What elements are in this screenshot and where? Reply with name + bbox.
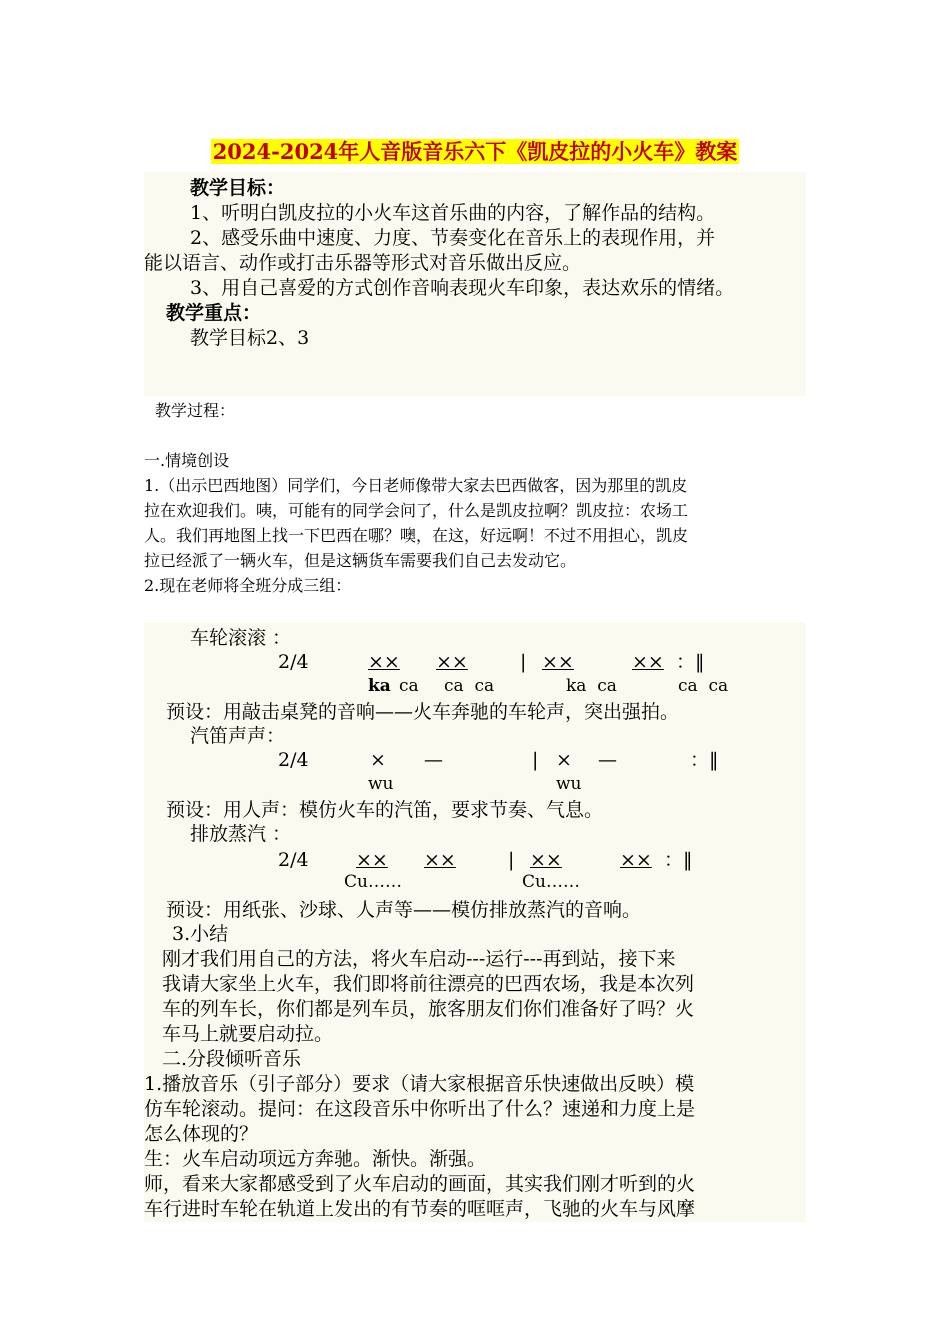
section-2-line-2: 仿车轮滚动。提问：在这段音乐中你听出了什么？速递和力度上是: [144, 1098, 696, 1120]
key-points-text: 教学目标2、3: [190, 327, 310, 349]
group-3-note-3: ××: [530, 849, 562, 871]
group-1-lyric-1a: ka: [368, 676, 391, 696]
group-3-repeat-end: ：‖: [664, 849, 693, 871]
paragraph-1-line-3: 人。我们再地图上找一下巴西在哪？噢，在这，好远啊！不过不用担心，凯皮: [144, 526, 689, 545]
summary-line-4: 车马上就要启动拉。: [162, 1023, 334, 1045]
goal-item-2-line-1: 2、感受乐曲中速度、力度、节奏变化在音乐上的表现作用，并: [190, 227, 716, 249]
summary-line-2: 我请大家坐上火车，我们即将前往漂亮的巴西农场，我是本次列: [162, 973, 695, 995]
group-2-dash-1: —: [424, 749, 443, 771]
group-1-meter: 2/4: [278, 651, 309, 673]
goal-item-3: 3、用自己喜爱的方式创作音响表现火车印象，表达欢乐的情绪。: [190, 277, 735, 299]
summary-line-1: 刚才我们用自己的方法，将火车启动---运行---再到站，接下来: [162, 948, 676, 970]
group-2-repeat-end: ：‖: [690, 749, 719, 771]
group-1-lyric-3: ka ca: [566, 676, 617, 696]
group-1-note-2: ××: [436, 651, 468, 673]
goal-item-2-line-2: 能以语言、动作或打击乐器等形式对音乐做出反应。: [144, 252, 582, 274]
group-2-note-2: ×: [556, 749, 572, 771]
section-2-line-3: 怎么体现的？: [144, 1123, 259, 1145]
group-1-note-1: ××: [368, 651, 400, 673]
process-heading: 教学过程：: [155, 401, 236, 420]
group-3-note-1: ××: [356, 849, 388, 871]
group-2-meter: 2/4: [278, 749, 309, 771]
group-2-note-1: ×: [370, 749, 386, 771]
group-1-note-3: ××: [542, 651, 574, 673]
group-2-barline: |: [532, 749, 539, 771]
section-1-heading: 一.情境创设: [144, 451, 230, 470]
paragraph-1-line-4: 拉已经派了一辆火车，但是这辆货车需要我们自己去发动它。: [144, 551, 577, 570]
paragraph-1-line-1: 1.（出示巴西地图）同学们，今日老师像带大家去巴西做客，因为那里的凯皮: [144, 476, 688, 495]
section-2-heading: 二.分段倾听音乐: [162, 1048, 302, 1070]
group-3-preset: 预设：用纸张、沙球、人声等——模仿排放蒸汽的音响。: [166, 899, 642, 921]
goal-item-1: 1、听明白凯皮拉的小火车这首乐曲的内容，了解作品的结构。: [190, 202, 716, 224]
paragraph-2: 2.现在老师将全班分成三组：: [144, 576, 352, 595]
group-3-lyric-1: Cu……: [344, 872, 402, 892]
group-1-lyric-2: ca ca: [444, 676, 495, 696]
group-2-preset: 预设：用人声：模仿火车的汽笛，要求节奏、气息。: [166, 799, 604, 821]
group-3-lyric-2: Cu……: [522, 872, 580, 892]
section-2-line-5: 师，看来大家都感受到了火车启动的画面，其实我们刚才听到的火: [144, 1173, 696, 1195]
key-points-heading: 教学重点：: [166, 302, 262, 324]
group-1-lyric-4: ca ca: [678, 676, 729, 696]
document-title: 2024-2024年人音版音乐六下《凯皮拉的小火车》教案: [212, 139, 738, 164]
section-2-line-1: 1.播放音乐（引子部分）要求（请大家根据音乐快速做出反映）模: [144, 1073, 695, 1095]
group-1-lyric-1b: ca: [399, 676, 419, 696]
group-1-label: 车轮滚滚 ：: [190, 627, 292, 649]
group-3-meter: 2/4: [278, 849, 309, 871]
group-2-dash-2: —: [598, 749, 617, 771]
section-2-line-6: 车行进时车轮在轨道上发出的有节奏的哐哐声，飞驰的火车与风摩: [144, 1198, 696, 1220]
group-3-barline: |: [508, 849, 515, 871]
group-3-note-2: ××: [424, 849, 456, 871]
group-2-lyric-1: wu: [368, 774, 394, 794]
group-2-lyric-2: wu: [556, 774, 582, 794]
group-1-repeat-end: ：‖: [676, 651, 705, 673]
summary-heading: 3.小结: [172, 923, 229, 945]
group-1-note-4: ××: [632, 651, 664, 673]
group-3-label: 排放蒸汽 ：: [190, 823, 292, 845]
group-3-note-4: ××: [620, 849, 652, 871]
summary-line-3: 车的列车长，你们都是列车员，旅客朋友们你们准备好了吗？火: [162, 998, 695, 1020]
group-1-preset: 预设：用敲击桌凳的音响——火车奔驰的车轮声，突出强拍。: [166, 701, 680, 723]
goals-heading: 教学目标：: [190, 177, 286, 199]
section-2-line-4: 生：火车启动项远方奔驰。渐快。渐强。: [144, 1148, 487, 1170]
group-2-label: 汽笛声声：: [190, 725, 286, 747]
paragraph-1-line-2: 拉在欢迎我们。咦，可能有的同学会问了，什么是凯皮拉啊？凯皮拉：农场工: [144, 501, 689, 520]
group-1-barline: |: [520, 651, 527, 673]
